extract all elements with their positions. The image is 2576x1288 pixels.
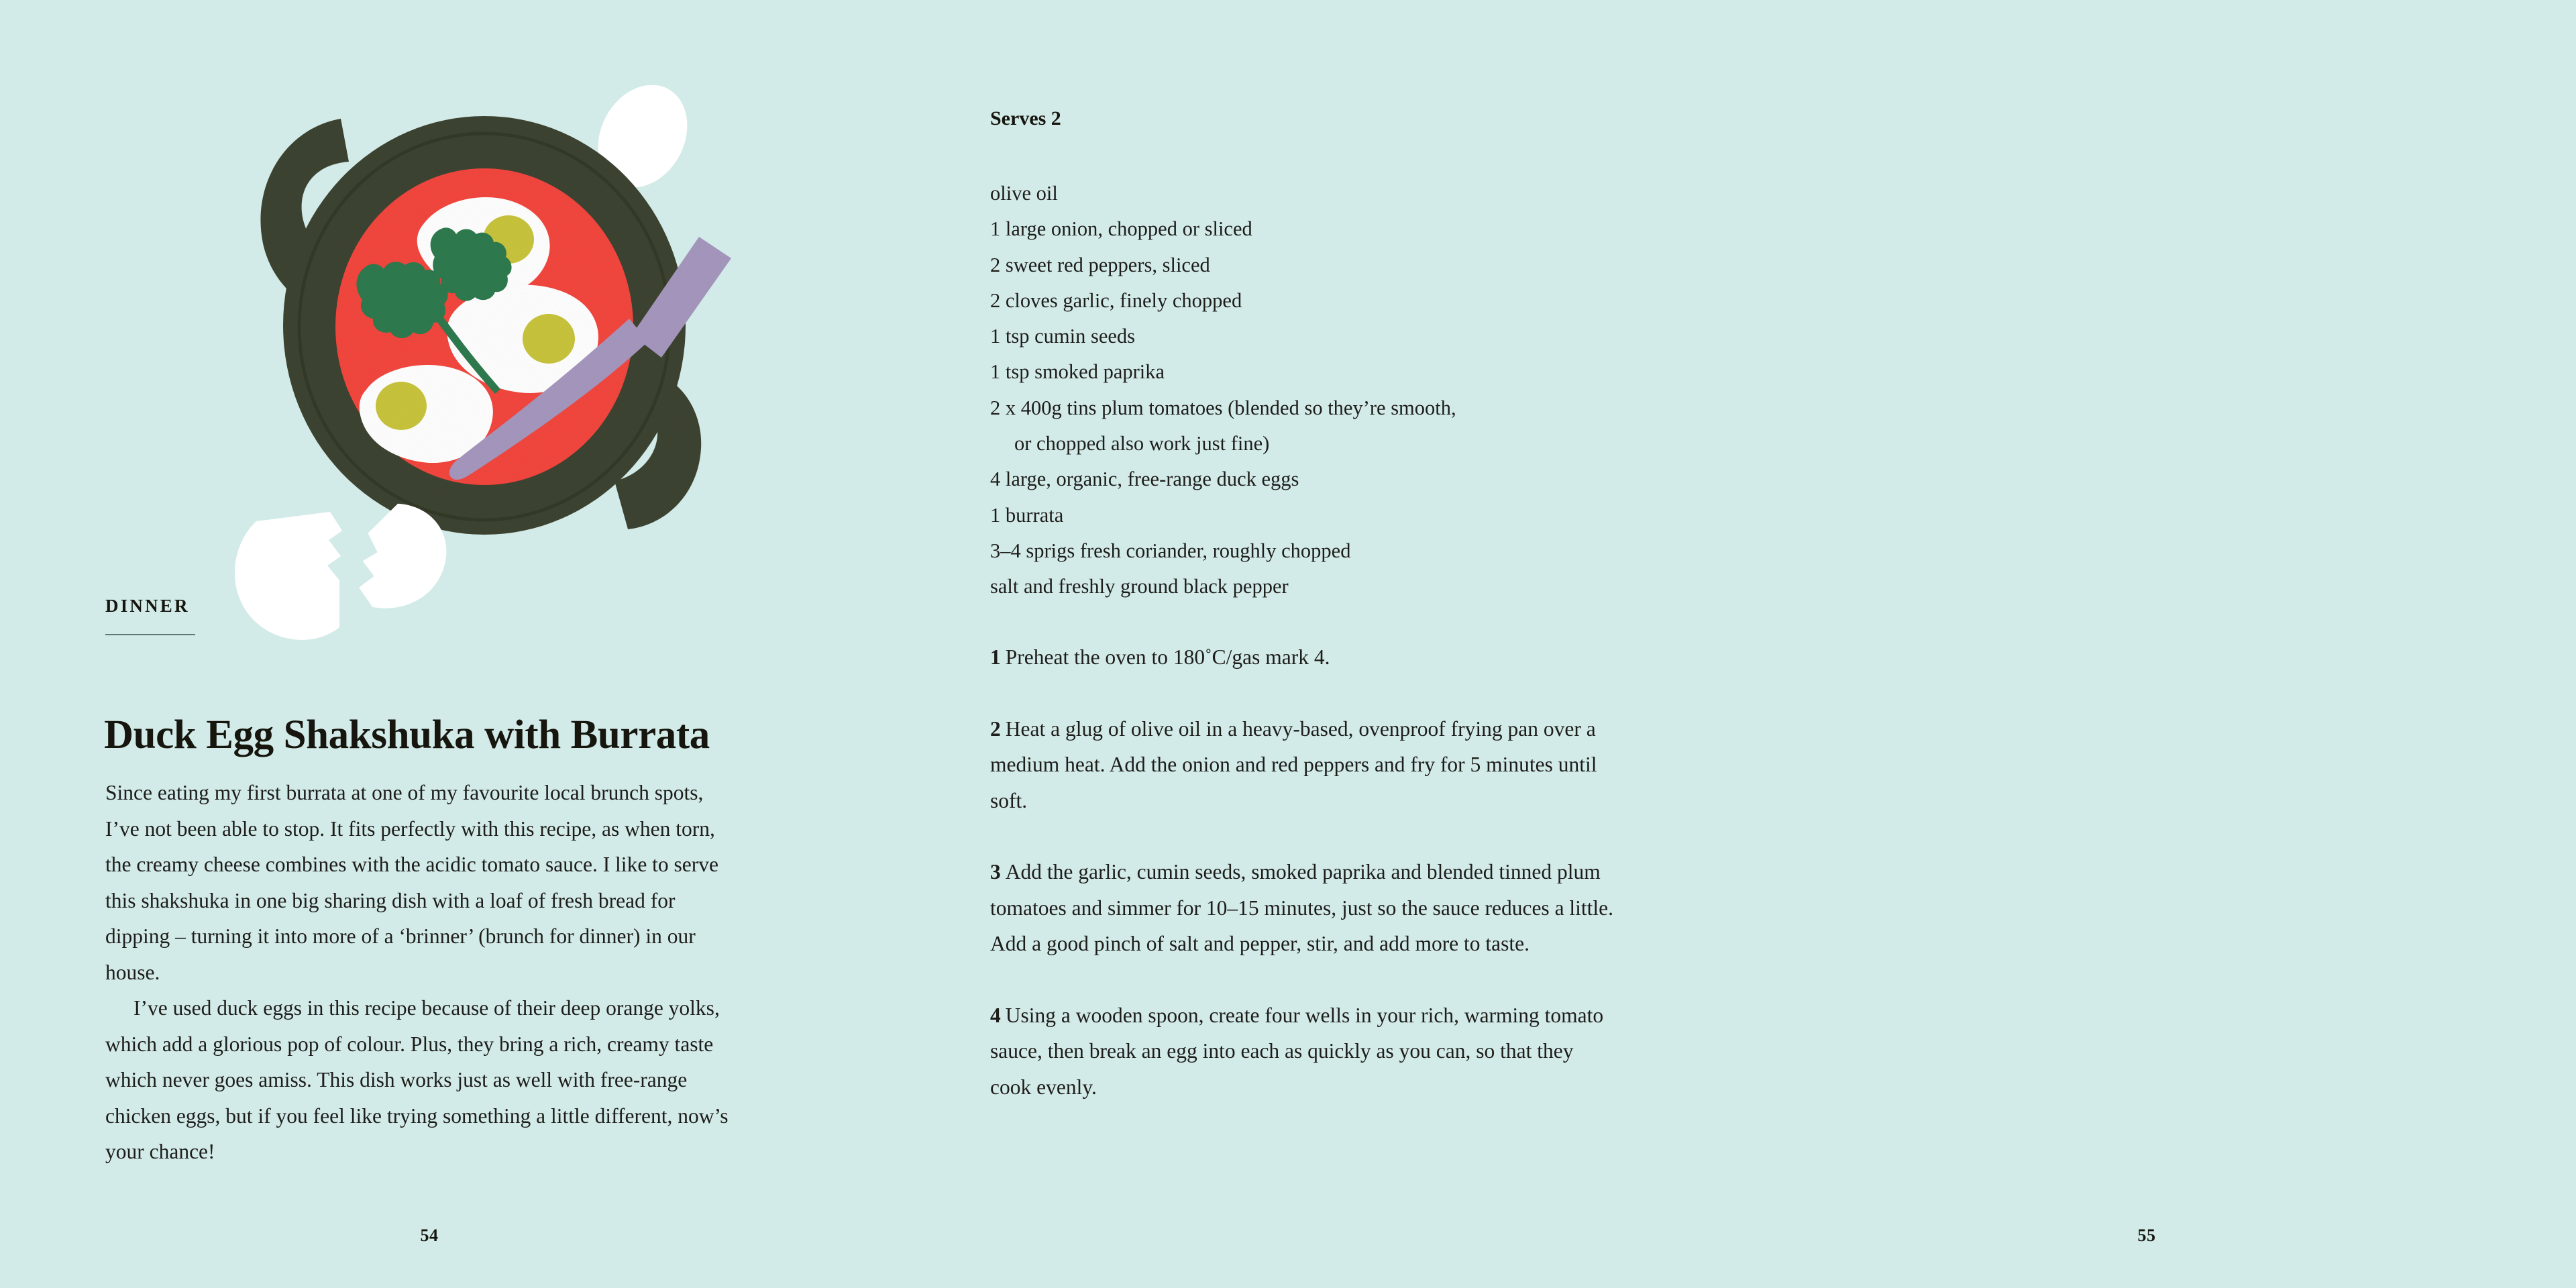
step-number: 3 <box>990 860 1001 883</box>
ingredients-list <box>990 176 1574 605</box>
step-number: 2 <box>990 716 1001 741</box>
category-divider <box>105 634 195 635</box>
ingredient-item: 1 tsp cumin seeds <box>990 325 1136 348</box>
ingredient-item: olive oil <box>990 182 1058 205</box>
left-page <box>0 0 859 1288</box>
ingredient-item: 4 large, organic, free-range duck eggs <box>990 468 1299 491</box>
recipe-title: Duck Egg Shakshuka with Burrata <box>104 712 710 757</box>
step-text: Preheat the oven to 180˚C/gas mark 4. <box>1005 645 1330 669</box>
ingredient-item-continuation: or chopped also work just fine) <box>1014 432 1270 455</box>
method-step <box>990 639 1614 676</box>
recipe-intro <box>105 775 736 1170</box>
ingredient-item: 2 sweet red peppers, sliced <box>990 253 1210 276</box>
intro-paragraph: Since eating my first burrata at one of my favourite local brunch spots, I’ve not been able to stop. It fits perfectly with this recipe, as when torn, the creamy cheese combines with the acidic tomato sauce. I like to serve this shakshuka in one big sharing dish with a loaf of fresh bread for dipping – turning it into more of a ‘brinner’ (brunch for dinner) in our house. <box>105 781 719 984</box>
yolk-bottom <box>376 382 427 430</box>
ingredient-item: 2 cloves garlic, finely chopped <box>990 288 1242 312</box>
ingredient-item: salt and freshly ground black pepper <box>990 575 1289 598</box>
method-step <box>990 854 1614 962</box>
step-text: Heat a glug of olive oil in a heavy-based, ovenproof frying pan over a medium heat. Add the onion and red peppers and fry for 5 minutes until soft. <box>990 716 1597 812</box>
ingredient-item: 2 x 400g tins plum tomatoes (blended so they’re smooth, <box>990 396 1456 419</box>
ingredient-item: 3–4 sprigs fresh coriander, roughly chopped <box>990 539 1351 562</box>
category-block <box>105 597 387 635</box>
method-step <box>990 711 1614 819</box>
ingredient-item: 1 burrata <box>990 503 1064 527</box>
step-text: Add the garlic, cumin seeds, smoked paprika and blended tinned plum tomatoes and simmer for 10–15 minutes, just so the sauce reduces a little. Add a good pinch of salt and pepper, stir, and add more to taste. <box>990 860 1614 955</box>
right-page <box>859 0 2156 1288</box>
step-number: 1 <box>990 645 1001 669</box>
intro-paragraph: I’ve used duck eggs in this recipe because of their deep orange yolks, which add a glorious pop of colour. Plus, they bring a rich, creamy taste which never goes amiss. This dish works just as well with free-range chicken eggs, but if you feel like trying something a little different, now’s your chance! <box>105 996 729 1163</box>
page-number-left: 54 <box>420 1226 439 1245</box>
ingredient-item: 1 tsp smoked paprika <box>990 360 1165 384</box>
category-label: DINNER <box>105 596 190 616</box>
shakshuka-pan-illustration <box>221 64 745 600</box>
method-steps <box>990 639 1614 1105</box>
yolk-middle <box>523 314 575 364</box>
serves-label: Serves 2 <box>990 107 1061 129</box>
page-number-right: 55 <box>2137 1226 2156 1245</box>
step-number: 4 <box>990 1003 1001 1027</box>
step-text: Using a wooden spoon, create four wells in your rich, warming tomato sauce, then break an egg into each as quickly as you can, so that they cook evenly. <box>990 1003 1604 1099</box>
method-step <box>990 998 1614 1106</box>
ingredient-item: 1 large onion, chopped or sliced <box>990 217 1252 241</box>
